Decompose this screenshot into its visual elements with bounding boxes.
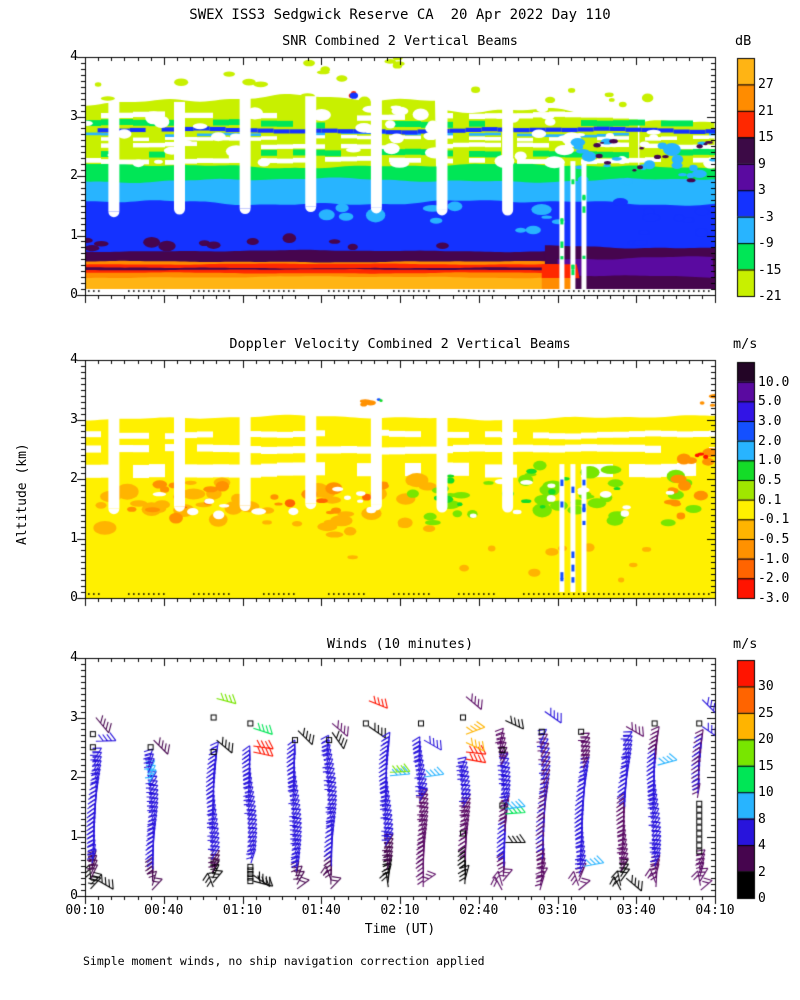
colorbar-tick-label: -21 [758,289,782,304]
colorbar-tick-label: 0 [758,891,766,906]
y-tick-label: 3 [70,411,78,427]
x-tick-label: 03:40 [616,903,656,918]
colorbar-tick-label: 27 [758,77,774,93]
x-tick-label: 04:10 [695,903,735,918]
y-tick-label: 4 [70,49,78,64]
x-tick-label: 01:40 [301,903,341,918]
colorbar-tick-label: 2.0 [758,433,782,449]
colorbar-tick-label: 15 [758,758,774,774]
colorbar-tick-label: 1.0 [758,453,782,469]
y-tick-label: 1 [70,530,78,546]
y-tick-label: 2 [70,168,78,183]
colorbar-tick-label: 20 [758,732,774,748]
y-tick-label: 1 [70,227,78,243]
colorbar-tick-label: -0.1 [758,512,790,528]
y-tick-label: 0 [70,888,78,903]
colorbar-tick-label: 4 [758,838,766,854]
colorbar-tick-label: -3 [758,209,774,225]
colorbar-tick-label: 21 [758,103,774,119]
doppler-colorbar-unit: m/s [733,336,758,352]
colorbar-tick-label: -15 [758,262,782,278]
colorbar-tick-label: 0.1 [758,492,782,508]
winds-colorbar-unit: m/s [733,636,758,652]
colorbar-tick-label: 25 [758,705,774,721]
x-tick-label: 03:10 [537,903,578,918]
colorbar-tick-label: -2.0 [758,571,790,587]
y-tick-label: 2 [70,471,78,486]
colorbar-tick-label: -0.5 [758,532,790,547]
x-axis-label: Time (UT) [364,922,436,937]
colorbar-tick-label: 0.5 [758,473,782,488]
colorbar-tick-label: -1.0 [758,551,790,567]
x-tick-label: 02:40 [459,903,499,918]
colorbar-tick-label: 2 [758,864,766,880]
y-tick-label: 0 [70,590,78,605]
x-tick-label: 00:40 [144,903,184,918]
y-tick-label: 2 [70,769,78,784]
winds-panel-title: Winds (10 minutes) [326,636,474,652]
x-tick-label: 02:10 [380,903,420,918]
colorbar-tick-label: -9 [758,236,774,252]
snr-colorbar-unit: dB [735,33,752,49]
y-axis-label: Altitude (km) [15,443,30,545]
figure-footnote: Simple moment winds, no ship navigation correction applied [83,954,485,968]
colorbar-tick-label: 30 [758,679,774,695]
y-tick-label: 4 [70,352,78,367]
colorbar-tick-label: -3.0 [758,591,790,606]
y-tick-label: 3 [70,108,78,124]
colorbar-tick-label: 9 [758,156,766,172]
y-tick-label: 1 [70,828,78,844]
colorbar-tick-label: 3 [758,183,766,199]
doppler-panel-title: Doppler Velocity Combined 2 Vertical Beams [229,336,571,352]
y-tick-label: 0 [70,287,78,302]
colorbar-tick-label: 15 [758,130,774,146]
snr-panel-title: SNR Combined 2 Vertical Beams [282,33,518,49]
colorbar-tick-label: 10 [758,785,774,801]
figure-title: SWEX ISS3 Sedgwick Reserve CA 20 Apr 2022 Day 110 [189,7,611,23]
y-tick-label: 4 [70,650,78,665]
colorbar-tick-label: 8 [758,811,766,827]
x-tick-label: 01:10 [222,903,263,918]
x-tick-label: 00:10 [65,903,105,918]
colorbar-tick-label: 3.0 [758,414,782,429]
colorbar-tick-label: 10.0 [758,374,790,390]
colorbar-tick-label: 5.0 [758,394,782,410]
y-tick-label: 3 [70,709,78,725]
